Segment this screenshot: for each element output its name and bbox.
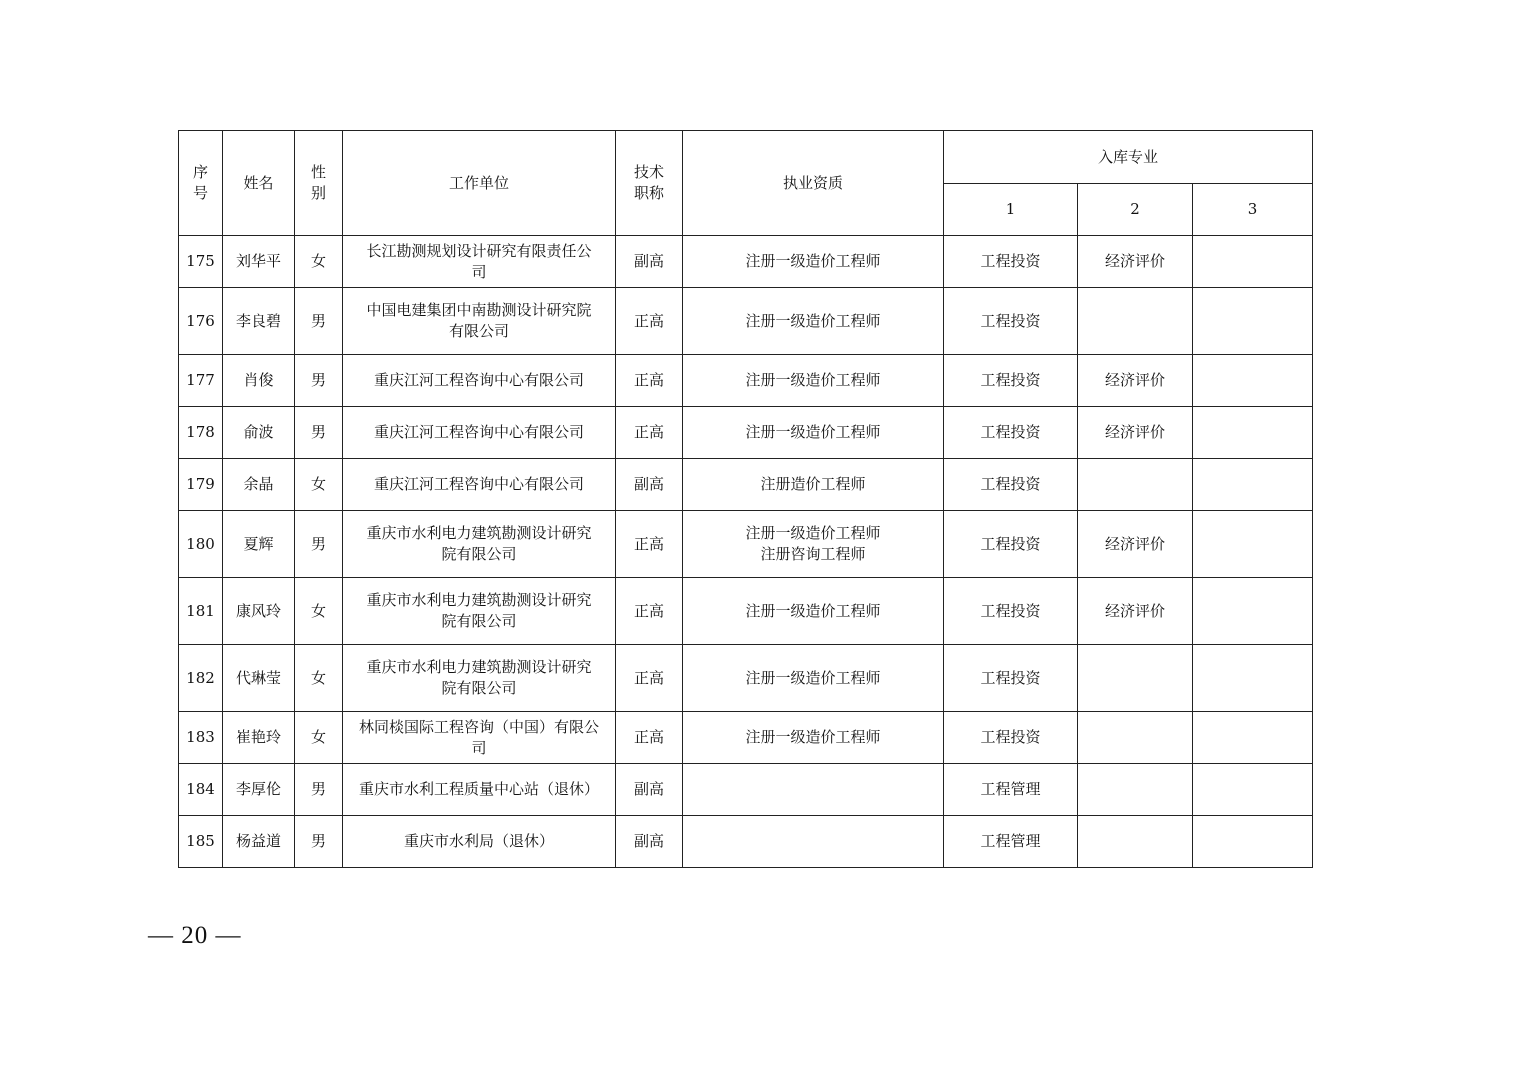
table-row — [179, 645, 1313, 712]
cell-name: 李良碧 — [223, 288, 295, 355]
cell-qualification: 注册造价工程师 — [683, 459, 944, 511]
cell-specialty-1: 工程管理 — [944, 764, 1078, 816]
cell-title: 正高 — [616, 288, 683, 355]
table-row — [179, 816, 1313, 868]
cell-qualification: 注册一级造价工程师 — [683, 712, 944, 764]
cell-name: 俞波 — [223, 407, 295, 459]
cell-specialty-1: 工程投资 — [944, 578, 1078, 645]
cell-specialty-3 — [1193, 459, 1313, 511]
table-header — [179, 131, 1313, 236]
header-specialty-2: 2 — [1078, 184, 1193, 236]
cell-index: 177 — [179, 355, 223, 407]
cell-employer: 重庆江河工程咨询中心有限公司 — [343, 407, 616, 459]
table-row — [179, 288, 1313, 355]
cell-specialty-2 — [1078, 712, 1193, 764]
cell-qualification — [683, 816, 944, 868]
table-row — [179, 355, 1313, 407]
cell-index: 181 — [179, 578, 223, 645]
cell-title: 副高 — [616, 236, 683, 288]
cell-index: 184 — [179, 764, 223, 816]
cell-index: 176 — [179, 288, 223, 355]
cell-gender: 女 — [295, 645, 343, 712]
cell-specialty-2 — [1078, 459, 1193, 511]
cell-index: 178 — [179, 407, 223, 459]
cell-name: 刘华平 — [223, 236, 295, 288]
cell-specialty-3 — [1193, 645, 1313, 712]
cell-qualification: 注册一级造价工程师 — [683, 407, 944, 459]
header-qualification: 执业资质 — [683, 131, 944, 236]
table-row — [179, 578, 1313, 645]
cell-employer: 重庆市水利电力建筑勘测设计研究 院有限公司 — [343, 645, 616, 712]
cell-gender: 男 — [295, 764, 343, 816]
header-specialty-3: 3 — [1193, 184, 1313, 236]
cell-index: 183 — [179, 712, 223, 764]
header-employer: 工作单位 — [343, 131, 616, 236]
cell-specialty-1: 工程管理 — [944, 816, 1078, 868]
cell-specialty-3 — [1193, 764, 1313, 816]
cell-name: 代琳莹 — [223, 645, 295, 712]
cell-specialty-2 — [1078, 288, 1193, 355]
cell-name: 李厚伦 — [223, 764, 295, 816]
cell-name: 康风玲 — [223, 578, 295, 645]
cell-qualification — [683, 764, 944, 816]
cell-qualification: 注册一级造价工程师 注册咨询工程师 — [683, 511, 944, 578]
cell-specialty-1: 工程投资 — [944, 459, 1078, 511]
cell-index: 180 — [179, 511, 223, 578]
cell-gender: 男 — [295, 816, 343, 868]
cell-title: 副高 — [616, 816, 683, 868]
cell-name: 余晶 — [223, 459, 295, 511]
cell-name: 崔艳玲 — [223, 712, 295, 764]
table-row — [179, 459, 1313, 511]
cell-specialty-3 — [1193, 407, 1313, 459]
cell-specialty-2: 经济评价 — [1078, 236, 1193, 288]
cell-employer: 林同棪国际工程咨询（中国）有限公 司 — [343, 712, 616, 764]
cell-qualification: 注册一级造价工程师 — [683, 236, 944, 288]
cell-specialty-3 — [1193, 355, 1313, 407]
cell-specialty-1: 工程投资 — [944, 645, 1078, 712]
cell-title: 正高 — [616, 578, 683, 645]
header-gender: 性 别 — [295, 131, 343, 236]
cell-employer: 重庆市水利工程质量中心站（退休） — [343, 764, 616, 816]
cell-specialty-2: 经济评价 — [1078, 355, 1193, 407]
cell-title: 正高 — [616, 645, 683, 712]
cell-name: 夏辉 — [223, 511, 295, 578]
header-title: 技术 职称 — [616, 131, 683, 236]
table-row — [179, 236, 1313, 288]
header-specialty-1: 1 — [944, 184, 1078, 236]
cell-qualification: 注册一级造价工程师 — [683, 578, 944, 645]
cell-gender: 男 — [295, 355, 343, 407]
table-row — [179, 764, 1313, 816]
header-row-1 — [179, 131, 1313, 184]
cell-specialty-2 — [1078, 816, 1193, 868]
cell-gender: 女 — [295, 712, 343, 764]
cell-gender: 女 — [295, 459, 343, 511]
cell-title: 正高 — [616, 355, 683, 407]
cell-title: 正高 — [616, 407, 683, 459]
expert-roster-table — [178, 130, 1313, 868]
cell-name: 杨益道 — [223, 816, 295, 868]
header-name: 姓名 — [223, 131, 295, 236]
cell-specialty-2: 经济评价 — [1078, 407, 1193, 459]
cell-specialty-2 — [1078, 645, 1193, 712]
cell-index: 175 — [179, 236, 223, 288]
cell-gender: 女 — [295, 578, 343, 645]
table-row — [179, 407, 1313, 459]
cell-name: 肖俊 — [223, 355, 295, 407]
cell-specialty-1: 工程投资 — [944, 407, 1078, 459]
cell-employer: 重庆江河工程咨询中心有限公司 — [343, 355, 616, 407]
cell-title: 副高 — [616, 459, 683, 511]
cell-index: 182 — [179, 645, 223, 712]
cell-specialty-3 — [1193, 288, 1313, 355]
table-row — [179, 511, 1313, 578]
cell-employer: 重庆市水利电力建筑勘测设计研究 院有限公司 — [343, 511, 616, 578]
cell-index: 179 — [179, 459, 223, 511]
cell-gender: 女 — [295, 236, 343, 288]
cell-specialty-2 — [1078, 764, 1193, 816]
cell-specialty-3 — [1193, 816, 1313, 868]
page-number: — 20 — — [148, 922, 242, 949]
cell-title: 正高 — [616, 511, 683, 578]
cell-specialty-3 — [1193, 712, 1313, 764]
cell-specialty-1: 工程投资 — [944, 236, 1078, 288]
cell-specialty-3 — [1193, 236, 1313, 288]
cell-qualification: 注册一级造价工程师 — [683, 355, 944, 407]
cell-employer: 重庆市水利局（退休） — [343, 816, 616, 868]
header-index: 序 号 — [179, 131, 223, 236]
header-specialty-group: 入库专业 — [944, 131, 1313, 184]
cell-qualification: 注册一级造价工程师 — [683, 288, 944, 355]
cell-qualification: 注册一级造价工程师 — [683, 645, 944, 712]
cell-employer: 重庆市水利电力建筑勘测设计研究 院有限公司 — [343, 578, 616, 645]
cell-employer: 重庆江河工程咨询中心有限公司 — [343, 459, 616, 511]
cell-specialty-2: 经济评价 — [1078, 578, 1193, 645]
cell-specialty-1: 工程投资 — [944, 511, 1078, 578]
cell-gender: 男 — [295, 407, 343, 459]
cell-specialty-1: 工程投资 — [944, 355, 1078, 407]
cell-specialty-3 — [1193, 511, 1313, 578]
cell-index: 185 — [179, 816, 223, 868]
cell-employer: 中国电建集团中南勘测设计研究院 有限公司 — [343, 288, 616, 355]
cell-employer: 长江勘测规划设计研究有限责任公 司 — [343, 236, 616, 288]
cell-gender: 男 — [295, 288, 343, 355]
cell-specialty-3 — [1193, 578, 1313, 645]
cell-title: 副高 — [616, 764, 683, 816]
table-row — [179, 712, 1313, 764]
cell-specialty-1: 工程投资 — [944, 712, 1078, 764]
cell-gender: 男 — [295, 511, 343, 578]
cell-specialty-1: 工程投资 — [944, 288, 1078, 355]
table-body — [179, 236, 1313, 868]
cell-specialty-2: 经济评价 — [1078, 511, 1193, 578]
cell-title: 正高 — [616, 712, 683, 764]
